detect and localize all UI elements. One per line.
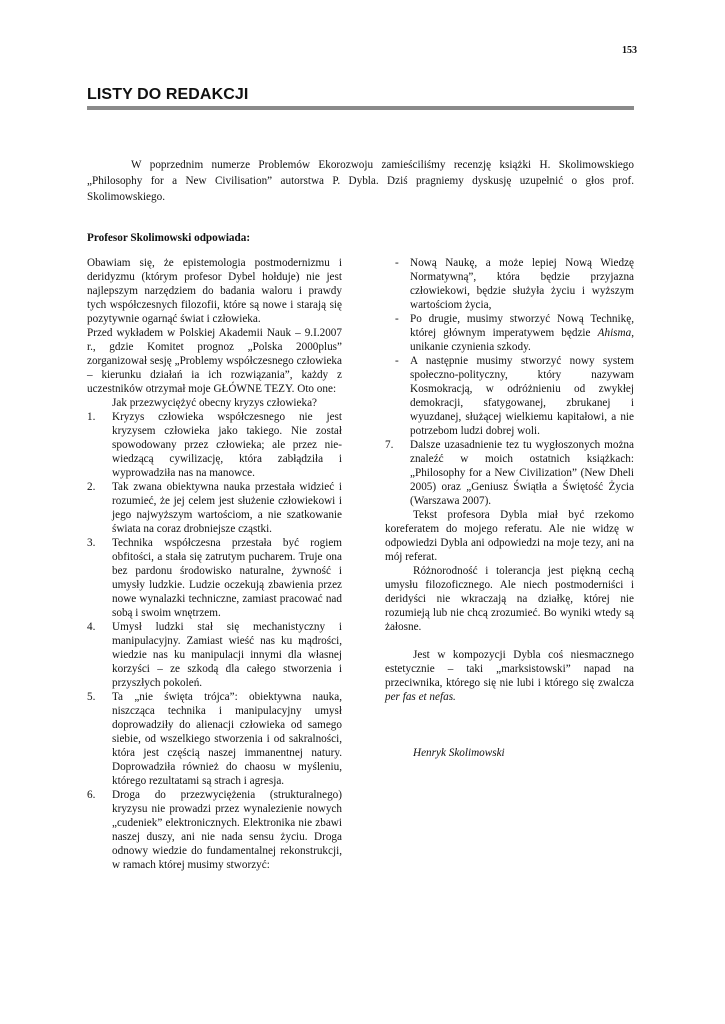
thesis-text: Tak zwana obiektywna nauka przestała widzieć i rozumieć, że jej celem jest służenie człowiekowi i jego najwyższym wartościom, a nie szatkowanie świata na coraz drobniejsze cząstki. xyxy=(112,481,342,535)
dash-marker: - xyxy=(395,355,399,367)
thesis-item xyxy=(87,620,342,690)
paragraph-final xyxy=(385,648,634,704)
dash-marker: - xyxy=(395,313,399,325)
list-item xyxy=(385,354,634,438)
paragraph-final-text: Jest w kompozycji Dybla coś niesmacznego estetycznie – taki „marksistowski” napad na przeciwnika, którego się nie lubi i którego się zwalcza xyxy=(385,649,634,689)
thesis-item xyxy=(87,536,342,620)
spacer xyxy=(385,732,634,746)
section-title: LISTY DO REDAKCJI xyxy=(87,86,249,103)
thesis-item xyxy=(87,788,342,872)
list-item-text: Po drugie, musimy stworzyć Nową Technikę, której głównym imperatywem będzie xyxy=(410,313,634,339)
paragraph-epistemology: Obawiam się, że epistemologia postmodernizmu i deridyzmu (którym profesor Dybel hołduje) nie jest najlepszym narzędziem do badania waloru i prawdy tych współczesnych filozofii, które są nowe i starają się pozytywnie ogarnąć świat i człowieka. xyxy=(87,257,342,325)
thesis-number: 6. xyxy=(87,789,96,801)
ahisma-term: Ahisma xyxy=(597,327,632,339)
thesis-number: 5. xyxy=(87,691,96,703)
dash-marker: - xyxy=(395,257,399,269)
list-item xyxy=(385,256,634,312)
left-column xyxy=(87,256,342,872)
intro-paragraph: W poprzednim numerze Problemów Ekorozwoju zamieściliśmy recenzję książki H. Skolimowskiego „Philosophy for a New Civilisation” autorstwa P. Dybla. Dziś pragniemy dyskusję uzupełnić o głos prof. Skolimowskiego. xyxy=(87,159,634,203)
thesis-item xyxy=(385,438,634,508)
paragraph-diversity: Różnorodność i tolerancja jest piękną cechą umysłu filozoficznego. Ale niech postmoderniści i deridyści nie wkraczają na działkę, której nie rozumieją lub nie chcą zrozumieć. Bo wyniki wtedy są żałosne. xyxy=(385,565,634,633)
thesis-item xyxy=(87,410,342,480)
thesis-item xyxy=(87,480,342,536)
title-rule xyxy=(87,106,634,110)
paragraph-coreferat: Tekst profesora Dybla miał być rzekomo koreferatem do mojego referatu. Ale nie widzę w odpowiedzi Dybla ani odpowiedzi na moje tezy, ani na mój referat. xyxy=(385,509,634,563)
reconstruction-list xyxy=(385,256,634,438)
question-line: Jak przezwyciężyć obecny kryzys człowieka? xyxy=(112,397,317,409)
thesis-text: Ta „nie święta trójca”: obiektywna nauka, niszcząca technika i manipulacyjny umysł doprowadziły do alienacji człowieka od samego siebie, od wszelkiego stworzenia i od sakralności, która jest częścią naszej immanentnej natury. Doprowadziła również do chaosu w myśleniu, którego rezultatami są strach i agresja. xyxy=(112,691,342,787)
thesis-text: Droga do przezwyciężenia (strukturalnego) kryzysu nie prowadzi przez wynalezienie nowych „cudeniek” elektronicznych. Elektronika nie zbawi naszej duszy, ani nie nada sensu życiu. Droga odnowy wiedzie do fundamentalnej rekonstrukcji, w ramach której musimy stworzyć: xyxy=(112,789,342,871)
list-item-text-end: , unikanie czynienia szkody. xyxy=(410,327,634,353)
thesis-text: Kryzys człowieka współczesnego nie jest kryzysem człowieka jako takiego. Nie został spowodowany przez człowieka; ale przez nie-wiedzącą cywilizację, która zabłądziła i wyprowadziła nas na manowce. xyxy=(112,411,342,479)
latin-phrase: per fas et nefas. xyxy=(385,691,456,703)
spacer xyxy=(385,704,634,718)
thesis-number: 1. xyxy=(87,411,96,423)
subheading: Profesor Skolimowski odpowiada: xyxy=(87,232,251,244)
theses-list-continued xyxy=(385,438,634,508)
thesis-number: 7. xyxy=(385,439,394,451)
theses-list xyxy=(87,410,342,872)
thesis-text: Technika współczesna przestała być rogiem obfitości, a stała się zatrutym pucharem. Truje ona bez pardonu środowisko naturalne, żywność i umysły ludzkie. Ludzie oczekują zbawienia przez nowe wynalazki techniczne, zamiast pracować nad sobą i swoim wnętrzem. xyxy=(112,537,342,619)
thesis-text: Umysł ludzki stał się mechanistyczny i manipulacyjny. Zamiast wieść nas ku mądrości, wiedzie nas ku manipulacji innymi dla własnej korzyści – ze szkodą dla całego stworzenia i przyszłych pokoleń. xyxy=(112,621,342,689)
paragraph-lecture: Przed wykładem w Polskiej Akademii Nauk – 9.I.2007 r., gdzie Komitet prognoz „Polska 2000plus” zorganizował sesję „Problemy współczesnego człowieka – kierunku działań ia ich rozwiązania”, każdy z uczestników otrzymał moje GŁÓWNE TEZY. Oto one: xyxy=(87,327,342,395)
spacer xyxy=(385,718,634,732)
list-item-text: A następnie musimy stworzyć nowy system społeczno-polityczny, który nazywam Kosmokracją, w odróżnieniu od zwykłej demokracji, sfatygowanej, zbrukanej i wyuzdanej, służącej wielkiemu kapitałowi, a nie potrzebom ludzi dobrej woli. xyxy=(410,355,634,437)
thesis-item xyxy=(87,690,342,788)
thesis-number: 3. xyxy=(87,537,96,549)
thesis-number: 4. xyxy=(87,621,96,633)
right-column xyxy=(385,256,634,760)
list-item xyxy=(385,312,634,354)
list-item-text: Nową Naukę, a może lepiej Nową Wiedzę Normatywną”, która będzie przyjazna człowiekowi, będzie służyła życiu i wyższym wartościom życia, xyxy=(410,257,634,311)
page-number: 153 xyxy=(622,45,637,56)
spacer xyxy=(385,634,634,648)
author-signature: Henryk Skolimowski xyxy=(413,747,505,759)
thesis-text: Dalsze uzasadnienie tez tu wygłoszonych można znaleźć w moich ostatnich książkach: „Philosophy for a New Civilization” (New Dheli 2005) oraz „Geniusz Świątła a Świętość Życia (Warszawa 2007). xyxy=(410,439,634,507)
thesis-number: 2. xyxy=(87,481,96,493)
